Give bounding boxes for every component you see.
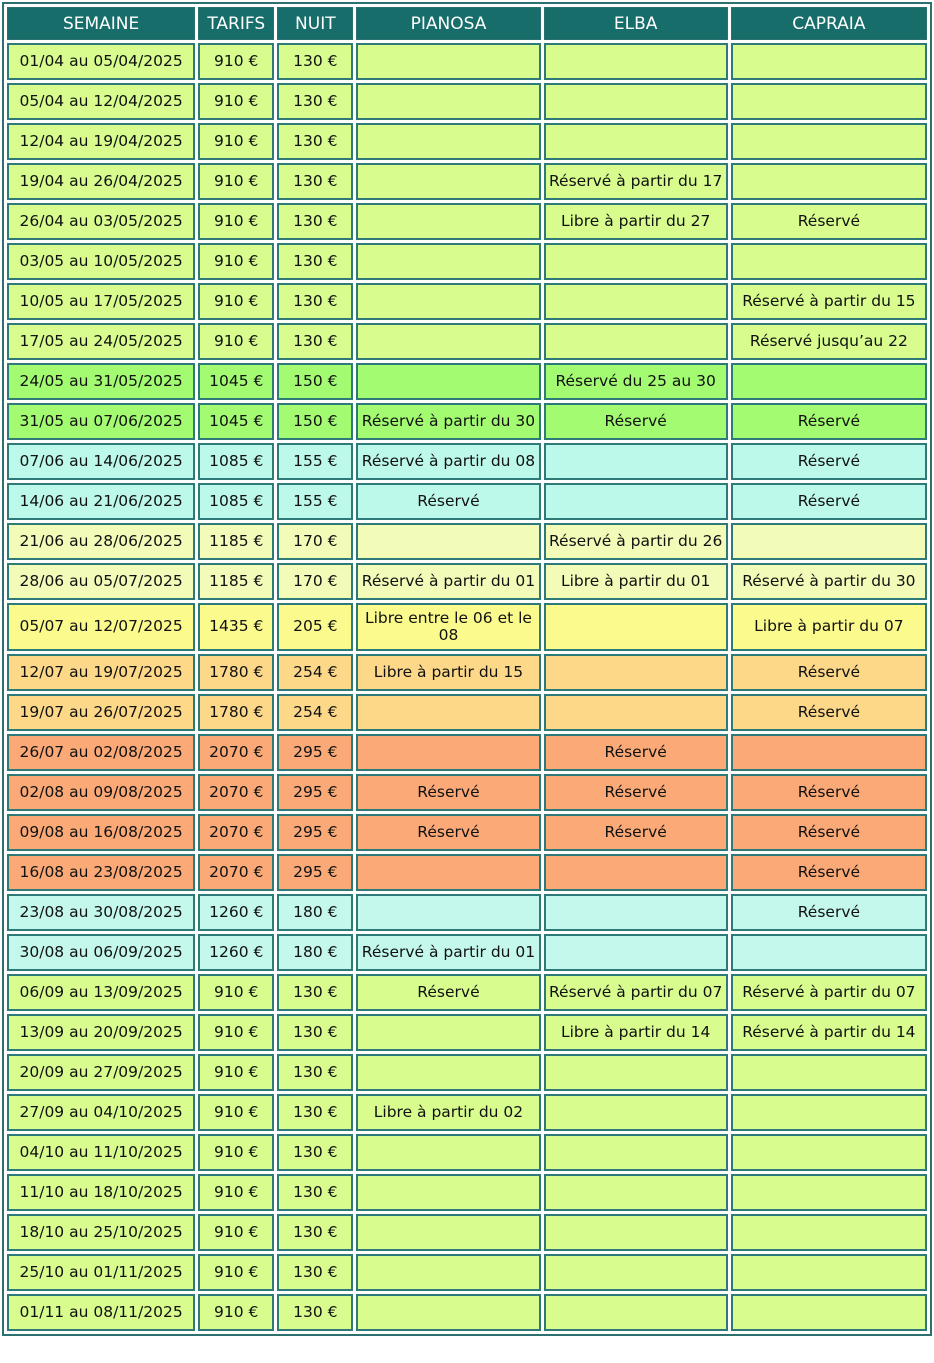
- pianosa-cell: [356, 694, 540, 731]
- pianosa-cell: [356, 243, 540, 280]
- tarif-cell: 910 €: [198, 283, 274, 320]
- week-cell: 21/06 au 28/06/2025: [7, 523, 195, 560]
- table-row: [7, 1214, 927, 1251]
- capraia-cell: Réservé: [731, 774, 927, 811]
- capraia-cell: Réservé: [731, 403, 927, 440]
- nuit-cell: 254 €: [277, 694, 353, 731]
- table-row: [7, 363, 927, 400]
- tarif-cell: 910 €: [198, 243, 274, 280]
- tarif-cell: 910 €: [198, 1174, 274, 1211]
- capraia-cell: Réservé: [731, 854, 927, 891]
- pianosa-cell: [356, 894, 540, 931]
- table-row: [7, 83, 927, 120]
- week-cell: 10/05 au 17/05/2025: [7, 283, 195, 320]
- nuit-cell: 130 €: [277, 1014, 353, 1051]
- capraia-cell: [731, 163, 927, 200]
- capraia-cell: [731, 243, 927, 280]
- rates-table: [2, 2, 932, 1336]
- table-row: [7, 1174, 927, 1211]
- pianosa-cell: [356, 203, 540, 240]
- week-cell: 24/05 au 31/05/2025: [7, 363, 195, 400]
- pianosa-cell: [356, 1254, 540, 1291]
- nuit-cell: 130 €: [277, 203, 353, 240]
- table-row: [7, 974, 927, 1011]
- table-row: [7, 443, 927, 480]
- tarif-cell: 1085 €: [198, 483, 274, 520]
- week-cell: 19/07 au 26/07/2025: [7, 694, 195, 731]
- table-row: [7, 1014, 927, 1051]
- table-row: [7, 1094, 927, 1131]
- elba-cell: [544, 1054, 728, 1091]
- elba-cell: [544, 123, 728, 160]
- table-row: [7, 934, 927, 971]
- capraia-cell: Réservé: [731, 443, 927, 480]
- elba-cell: [544, 443, 728, 480]
- capraia-cell: [731, 123, 927, 160]
- tarif-cell: 910 €: [198, 1134, 274, 1171]
- table-row: [7, 523, 927, 560]
- elba-cell: [544, 1174, 728, 1211]
- pianosa-cell: Réservé à partir du 01: [356, 934, 540, 971]
- week-cell: 26/04 au 03/05/2025: [7, 203, 195, 240]
- tarif-cell: 1260 €: [198, 934, 274, 971]
- week-cell: 09/08 au 16/08/2025: [7, 814, 195, 851]
- tarif-cell: 1045 €: [198, 403, 274, 440]
- nuit-cell: 130 €: [277, 1294, 353, 1331]
- table-row: [7, 43, 927, 80]
- nuit-cell: 150 €: [277, 403, 353, 440]
- header-capraia: CAPRAIA: [731, 7, 927, 40]
- header-tarifs: TARIFS: [198, 7, 274, 40]
- tarif-cell: 1185 €: [198, 563, 274, 600]
- elba-cell: [544, 603, 728, 651]
- capraia-cell: [731, 734, 927, 771]
- tarif-cell: 2070 €: [198, 734, 274, 771]
- week-cell: 05/04 au 12/04/2025: [7, 83, 195, 120]
- nuit-cell: 130 €: [277, 123, 353, 160]
- tarif-cell: 910 €: [198, 1014, 274, 1051]
- week-cell: 19/04 au 26/04/2025: [7, 163, 195, 200]
- elba-cell: Réservé à partir du 17: [544, 163, 728, 200]
- pianosa-cell: Réservé: [356, 483, 540, 520]
- pianosa-cell: [356, 1014, 540, 1051]
- table-row: [7, 854, 927, 891]
- header-semaine: SEMAINE: [7, 7, 195, 40]
- elba-cell: [544, 323, 728, 360]
- table-row: [7, 774, 927, 811]
- capraia-cell: [731, 1214, 927, 1251]
- tarif-cell: 910 €: [198, 1254, 274, 1291]
- pianosa-cell: [356, 323, 540, 360]
- capraia-cell: Réservé à partir du 14: [731, 1014, 927, 1051]
- elba-cell: [544, 1294, 728, 1331]
- pianosa-cell: Libre entre le 06 et le 08: [356, 603, 540, 651]
- capraia-cell: Réservé à partir du 15: [731, 283, 927, 320]
- week-cell: 26/07 au 02/08/2025: [7, 734, 195, 771]
- table-row: [7, 734, 927, 771]
- tarif-cell: 910 €: [198, 1054, 274, 1091]
- tarif-cell: 1780 €: [198, 654, 274, 691]
- nuit-cell: 150 €: [277, 363, 353, 400]
- nuit-cell: 130 €: [277, 1094, 353, 1131]
- elba-cell: [544, 43, 728, 80]
- capraia-cell: [731, 523, 927, 560]
- pianosa-cell: Réservé à partir du 30: [356, 403, 540, 440]
- elba-cell: [544, 283, 728, 320]
- capraia-cell: Réservé à partir du 07: [731, 974, 927, 1011]
- nuit-cell: 130 €: [277, 163, 353, 200]
- table-body: [7, 43, 927, 1331]
- tarif-cell: 910 €: [198, 163, 274, 200]
- tarif-cell: 910 €: [198, 83, 274, 120]
- nuit-cell: 295 €: [277, 814, 353, 851]
- tarif-cell: 910 €: [198, 203, 274, 240]
- elba-cell: [544, 1094, 728, 1131]
- nuit-cell: 130 €: [277, 323, 353, 360]
- tarif-cell: 1260 €: [198, 894, 274, 931]
- table-row: [7, 814, 927, 851]
- elba-cell: Réservé à partir du 07: [544, 974, 728, 1011]
- table-row: [7, 694, 927, 731]
- capraia-cell: [731, 1254, 927, 1291]
- table-row: [7, 163, 927, 200]
- capraia-cell: [731, 934, 927, 971]
- week-cell: 23/08 au 30/08/2025: [7, 894, 195, 931]
- tarif-cell: 1435 €: [198, 603, 274, 651]
- pianosa-cell: Réservé à partir du 08: [356, 443, 540, 480]
- elba-cell: Réservé: [544, 774, 728, 811]
- nuit-cell: 155 €: [277, 483, 353, 520]
- capraia-cell: Réservé: [731, 694, 927, 731]
- nuit-cell: 130 €: [277, 1134, 353, 1171]
- elba-cell: [544, 1214, 728, 1251]
- table-row: [7, 1134, 927, 1171]
- tarif-cell: 2070 €: [198, 854, 274, 891]
- table-row: [7, 603, 927, 651]
- elba-cell: [544, 1134, 728, 1171]
- nuit-cell: 130 €: [277, 974, 353, 1011]
- week-cell: 12/07 au 19/07/2025: [7, 654, 195, 691]
- week-cell: 16/08 au 23/08/2025: [7, 854, 195, 891]
- week-cell: 12/04 au 19/04/2025: [7, 123, 195, 160]
- table-row: [7, 123, 927, 160]
- tarif-cell: 910 €: [198, 323, 274, 360]
- nuit-cell: 170 €: [277, 563, 353, 600]
- pianosa-cell: Réservé: [356, 974, 540, 1011]
- nuit-cell: 130 €: [277, 1214, 353, 1251]
- tarif-cell: 910 €: [198, 1094, 274, 1131]
- tarif-cell: 910 €: [198, 43, 274, 80]
- pianosa-cell: Libre à partir du 02: [356, 1094, 540, 1131]
- pianosa-cell: Libre à partir du 15: [356, 654, 540, 691]
- elba-cell: Réservé: [544, 403, 728, 440]
- elba-cell: [544, 1254, 728, 1291]
- nuit-cell: 295 €: [277, 774, 353, 811]
- capraia-cell: [731, 1054, 927, 1091]
- week-cell: 06/09 au 13/09/2025: [7, 974, 195, 1011]
- tarif-cell: 910 €: [198, 123, 274, 160]
- elba-cell: Réservé à partir du 26: [544, 523, 728, 560]
- pianosa-cell: [356, 43, 540, 80]
- elba-cell: [544, 934, 728, 971]
- table-row: [7, 203, 927, 240]
- elba-cell: Réservé: [544, 734, 728, 771]
- tarif-cell: 910 €: [198, 974, 274, 1011]
- capraia-cell: Réservé à partir du 30: [731, 563, 927, 600]
- tarif-cell: 1085 €: [198, 443, 274, 480]
- week-cell: 20/09 au 27/09/2025: [7, 1054, 195, 1091]
- nuit-cell: 254 €: [277, 654, 353, 691]
- capraia-cell: Réservé: [731, 894, 927, 931]
- pianosa-cell: Réservé: [356, 814, 540, 851]
- table-row: [7, 403, 927, 440]
- week-cell: 01/04 au 05/04/2025: [7, 43, 195, 80]
- nuit-cell: 205 €: [277, 603, 353, 651]
- capraia-cell: Réservé: [731, 814, 927, 851]
- capraia-cell: Libre à partir du 07: [731, 603, 927, 651]
- nuit-cell: 180 €: [277, 934, 353, 971]
- pianosa-cell: [356, 83, 540, 120]
- capraia-cell: Réservé jusqu’au 22: [731, 323, 927, 360]
- capraia-cell: Réservé: [731, 654, 927, 691]
- elba-cell: [544, 483, 728, 520]
- tarif-cell: 910 €: [198, 1294, 274, 1331]
- elba-cell: [544, 854, 728, 891]
- nuit-cell: 180 €: [277, 894, 353, 931]
- pianosa-cell: [356, 734, 540, 771]
- nuit-cell: 155 €: [277, 443, 353, 480]
- tarif-cell: 1780 €: [198, 694, 274, 731]
- week-cell: 04/10 au 11/10/2025: [7, 1134, 195, 1171]
- capraia-cell: Réservé: [731, 483, 927, 520]
- capraia-cell: [731, 1134, 927, 1171]
- elba-cell: Libre à partir du 14: [544, 1014, 728, 1051]
- pianosa-cell: [356, 1214, 540, 1251]
- capraia-cell: [731, 43, 927, 80]
- week-cell: 07/06 au 14/06/2025: [7, 443, 195, 480]
- week-cell: 18/10 au 25/10/2025: [7, 1214, 195, 1251]
- elba-cell: [544, 694, 728, 731]
- pianosa-cell: [356, 1294, 540, 1331]
- capraia-cell: Réservé: [731, 203, 927, 240]
- elba-cell: Libre à partir du 27: [544, 203, 728, 240]
- elba-cell: [544, 894, 728, 931]
- capraia-cell: [731, 363, 927, 400]
- capraia-cell: [731, 1174, 927, 1211]
- week-cell: 27/09 au 04/10/2025: [7, 1094, 195, 1131]
- header-elba: ELBA: [544, 7, 728, 40]
- nuit-cell: 130 €: [277, 1054, 353, 1091]
- table-row: [7, 894, 927, 931]
- elba-cell: [544, 654, 728, 691]
- week-cell: 13/09 au 20/09/2025: [7, 1014, 195, 1051]
- table-row: [7, 323, 927, 360]
- pianosa-cell: [356, 523, 540, 560]
- tarif-cell: 2070 €: [198, 774, 274, 811]
- week-cell: 11/10 au 18/10/2025: [7, 1174, 195, 1211]
- table-row: [7, 563, 927, 600]
- capraia-cell: [731, 1094, 927, 1131]
- week-cell: 01/11 au 08/11/2025: [7, 1294, 195, 1331]
- pianosa-cell: [356, 854, 540, 891]
- nuit-cell: 170 €: [277, 523, 353, 560]
- tarif-cell: 2070 €: [198, 814, 274, 851]
- nuit-cell: 130 €: [277, 243, 353, 280]
- pianosa-cell: [356, 283, 540, 320]
- pianosa-cell: [356, 363, 540, 400]
- week-cell: 02/08 au 09/08/2025: [7, 774, 195, 811]
- table-row: [7, 654, 927, 691]
- elba-cell: Réservé du 25 au 30: [544, 363, 728, 400]
- week-cell: 28/06 au 05/07/2025: [7, 563, 195, 600]
- table-row: [7, 243, 927, 280]
- nuit-cell: 130 €: [277, 1254, 353, 1291]
- week-cell: 14/06 au 21/06/2025: [7, 483, 195, 520]
- elba-cell: [544, 83, 728, 120]
- table-row: [7, 1054, 927, 1091]
- pianosa-cell: [356, 163, 540, 200]
- pianosa-cell: [356, 1054, 540, 1091]
- week-cell: 30/08 au 06/09/2025: [7, 934, 195, 971]
- capraia-cell: [731, 83, 927, 120]
- week-cell: 05/07 au 12/07/2025: [7, 603, 195, 651]
- tarif-cell: 910 €: [198, 1214, 274, 1251]
- table-row: [7, 1254, 927, 1291]
- pianosa-cell: [356, 1134, 540, 1171]
- pianosa-cell: [356, 1174, 540, 1211]
- tarif-cell: 1045 €: [198, 363, 274, 400]
- week-cell: 25/10 au 01/11/2025: [7, 1254, 195, 1291]
- table-row: [7, 483, 927, 520]
- nuit-cell: 295 €: [277, 734, 353, 771]
- nuit-cell: 130 €: [277, 83, 353, 120]
- table-row: [7, 1294, 927, 1331]
- header-pianosa: PIANOSA: [356, 7, 540, 40]
- table-row: [7, 283, 927, 320]
- nuit-cell: 130 €: [277, 43, 353, 80]
- elba-cell: [544, 243, 728, 280]
- pianosa-cell: Réservé à partir du 01: [356, 563, 540, 600]
- capraia-cell: [731, 1294, 927, 1331]
- header-row: [7, 7, 927, 40]
- week-cell: 17/05 au 24/05/2025: [7, 323, 195, 360]
- week-cell: 31/05 au 07/06/2025: [7, 403, 195, 440]
- pianosa-cell: Réservé: [356, 774, 540, 811]
- elba-cell: Libre à partir du 01: [544, 563, 728, 600]
- nuit-cell: 295 €: [277, 854, 353, 891]
- nuit-cell: 130 €: [277, 1174, 353, 1211]
- elba-cell: Réservé: [544, 814, 728, 851]
- pianosa-cell: [356, 123, 540, 160]
- nuit-cell: 130 €: [277, 283, 353, 320]
- week-cell: 03/05 au 10/05/2025: [7, 243, 195, 280]
- header-nuit: NUIT: [277, 7, 353, 40]
- tarif-cell: 1185 €: [198, 523, 274, 560]
